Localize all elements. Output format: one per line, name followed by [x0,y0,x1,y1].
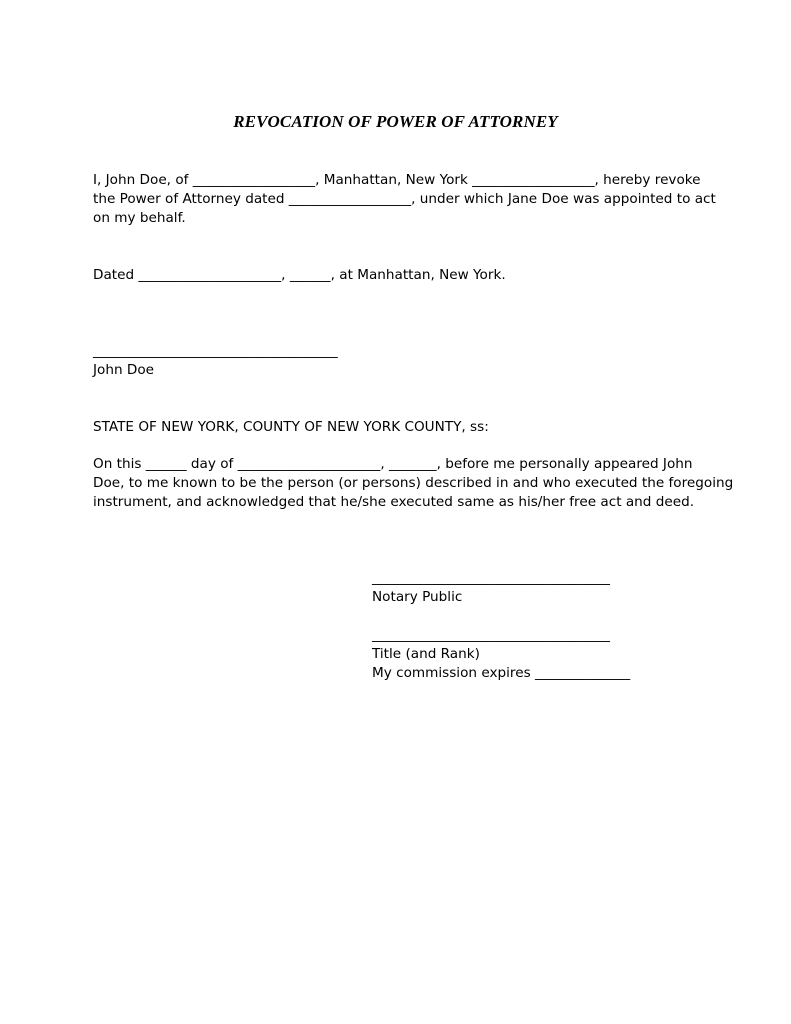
acknowledgment-line-1: On this ______ day of _____________________, _______, before me personally appeared John [93,456,693,472]
venue-line: STATE OF NEW YORK, COUNTY OF NEW YORK COUNTY, ss: [93,419,489,435]
revocation-paragraph [93,171,716,228]
revocation-line-2: the Power of Attorney dated __________________, under which Jane Doe was appointed to act [93,191,716,207]
dated-line: Dated _____________________, ______, at Manhattan, New York. [93,267,506,283]
title-label: Title (and Rank) [372,646,480,662]
acknowledgment-line-3: instrument, and acknowledged that he/she executed same as his/her free act and deed. [93,494,695,510]
commission-line: My commission expires ______________ [372,665,631,681]
acknowledgment-paragraph [93,455,734,512]
acknowledgment-line-2: Doe, to me known to be the person (or persons) described in and who executed the foregoing [93,475,734,491]
document-title: REVOCATION OF POWER OF ATTORNEY [233,112,558,131]
principal-name: John Doe [93,362,155,378]
principal-signature-line: ____________________________________ [93,343,338,359]
revocation-line-3: on my behalf. [93,210,186,226]
notary-signature-line: ___________________________________ [372,570,610,586]
title-signature-line: ___________________________________ [372,627,610,643]
revocation-line-1: I, John Doe, of __________________, Manhattan, New York __________________, hereby revoke [93,172,701,188]
notary-label: Notary Public [372,589,463,605]
